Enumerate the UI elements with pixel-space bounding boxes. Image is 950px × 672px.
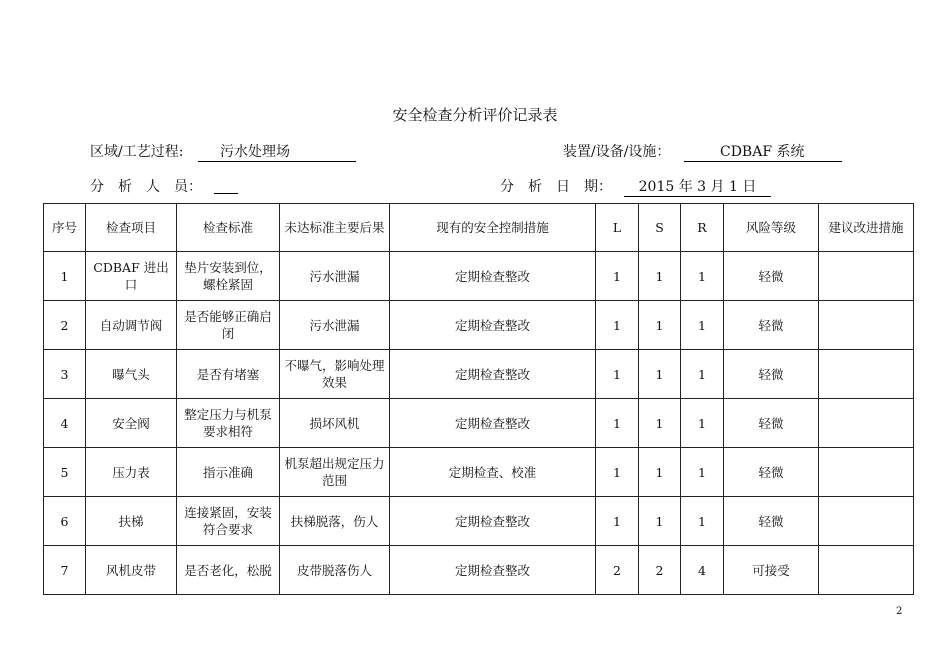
header-suggestion: 建议改进措施 (819, 204, 914, 252)
cell-suggestion (819, 350, 914, 399)
cell-standard: 是否有堵塞 (177, 350, 280, 399)
table-row (44, 399, 914, 448)
cell-consequence: 污水泄漏 (280, 252, 390, 301)
cell-consequence: 扶梯脱落，伤人 (280, 497, 390, 546)
cell-consequence: 损坏风机 (280, 399, 390, 448)
cell-item: CDBAF 进出口 (86, 252, 177, 301)
cell-no: 6 (44, 497, 86, 546)
cell-risk-level: 轻微 (724, 301, 819, 350)
cell-risk-level: 轻微 (724, 497, 819, 546)
cell-control: 定期检查整改 (390, 546, 596, 595)
header-control: 现有的安全控制措施 (390, 204, 596, 252)
device-value: CDBAF 系统 (684, 141, 842, 162)
cell-standard: 是否能够正确启闭 (177, 301, 280, 350)
cell-r: 1 (681, 448, 724, 497)
cell-consequence: 机泵超出规定压力范围 (280, 448, 390, 497)
cell-s: 1 (639, 497, 681, 546)
header-l: L (596, 204, 639, 252)
cell-suggestion (819, 448, 914, 497)
cell-no: 3 (44, 350, 86, 399)
cell-no: 5 (44, 448, 86, 497)
header-consequence: 未达标准主要后果 (280, 204, 390, 252)
cell-suggestion (819, 252, 914, 301)
cell-item: 曝气头 (86, 350, 177, 399)
cell-r: 1 (681, 301, 724, 350)
cell-risk-level: 轻微 (724, 350, 819, 399)
analyst-field (90, 176, 202, 196)
cell-s: 1 (639, 301, 681, 350)
header-s: S (639, 204, 681, 252)
cell-s: 1 (639, 350, 681, 399)
header-row (44, 204, 914, 252)
table-row (44, 252, 914, 301)
page-title: 安全检查分析评价记录表 (392, 106, 558, 124)
cell-s: 2 (639, 546, 681, 595)
table-row (44, 350, 914, 399)
cell-no: 1 (44, 252, 86, 301)
cell-r: 1 (681, 497, 724, 546)
date-label: 分 析 日 期： (500, 179, 612, 195)
cell-s: 1 (639, 252, 681, 301)
table-row (44, 497, 914, 546)
cell-r: 1 (681, 252, 724, 301)
cell-s: 1 (639, 399, 681, 448)
cell-r: 1 (681, 350, 724, 399)
cell-suggestion (819, 497, 914, 546)
cell-l: 1 (596, 301, 639, 350)
cell-no: 7 (44, 546, 86, 595)
cell-standard: 是否老化，松脱 (177, 546, 280, 595)
cell-risk-level: 轻微 (724, 252, 819, 301)
cell-risk-level: 可接受 (724, 546, 819, 595)
cell-l: 1 (596, 350, 639, 399)
cell-control: 定期检查、校准 (390, 448, 596, 497)
cell-risk-level: 轻微 (724, 448, 819, 497)
cell-item: 自动调节阀 (86, 301, 177, 350)
header-r: R (681, 204, 724, 252)
cell-control: 定期检查整改 (390, 497, 596, 546)
cell-item: 扶梯 (86, 497, 177, 546)
cell-s: 1 (639, 448, 681, 497)
cell-consequence: 不曝气，影响处理效果 (280, 350, 390, 399)
cell-standard: 指示准确 (177, 448, 280, 497)
table-row (44, 448, 914, 497)
date-value: 2015 年 3 月 1 日 (624, 176, 771, 197)
page-number: 2 (896, 606, 903, 617)
device-label: 装置/设备/设施： (563, 144, 671, 160)
cell-suggestion (819, 546, 914, 595)
header-item: 检查项目 (86, 204, 177, 252)
header-no: 序号 (44, 204, 86, 252)
cell-l: 1 (596, 497, 639, 546)
cell-r: 1 (681, 399, 724, 448)
cell-no: 2 (44, 301, 86, 350)
cell-standard: 连接紧固，安装符合要求 (177, 497, 280, 546)
cell-item: 风机皮带 (86, 546, 177, 595)
header-risk-level: 风险等级 (724, 204, 819, 252)
cell-control: 定期检查整改 (390, 301, 596, 350)
analyst-label: 分 析 人 员： (90, 179, 202, 195)
cell-risk-level: 轻微 (724, 399, 819, 448)
inspection-table (43, 203, 914, 595)
cell-r: 4 (681, 546, 724, 595)
table-row (44, 301, 914, 350)
date-field (500, 176, 757, 196)
device-field (563, 141, 805, 161)
cell-no: 4 (44, 399, 86, 448)
cell-control: 定期检查整改 (390, 252, 596, 301)
cell-standard: 整定压力与机泵要求相符 (177, 399, 280, 448)
header-standard: 检查标准 (177, 204, 280, 252)
cell-l: 1 (596, 252, 639, 301)
cell-standard: 垫片安装到位，螺栓紧固 (177, 252, 280, 301)
cell-l: 1 (596, 399, 639, 448)
cell-l: 2 (596, 546, 639, 595)
table-row (44, 546, 914, 595)
cell-suggestion (819, 399, 914, 448)
cell-item: 安全阀 (86, 399, 177, 448)
cell-consequence: 皮带脱落伤人 (280, 546, 390, 595)
area-value: 污水处理场 (198, 141, 356, 162)
cell-control: 定期检查整改 (390, 350, 596, 399)
area-label: 区域/工艺过程: (90, 144, 184, 160)
cell-l: 1 (596, 448, 639, 497)
cell-suggestion (819, 301, 914, 350)
cell-item: 压力表 (86, 448, 177, 497)
cell-control: 定期检查整改 (390, 399, 596, 448)
cell-consequence: 污水泄漏 (280, 301, 390, 350)
analyst-value (214, 176, 238, 194)
area-field (90, 141, 290, 161)
